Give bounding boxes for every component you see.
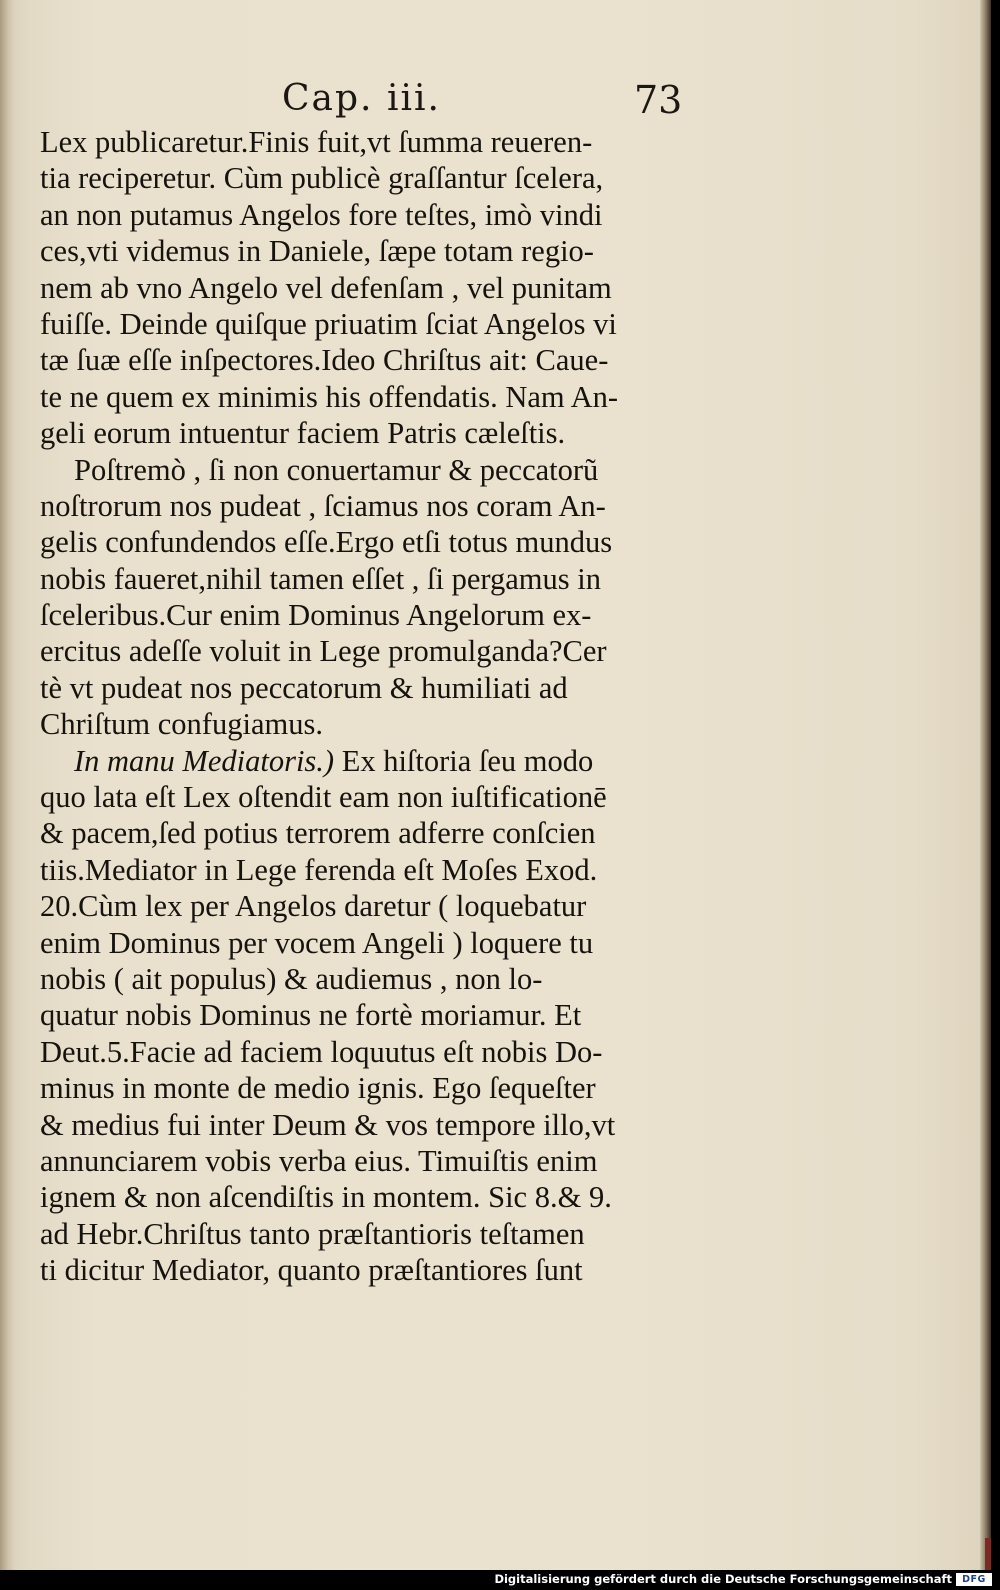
- text-line: quo lata eſt Lex oſtendit eam non iuſtificationē: [40, 780, 607, 815]
- text-line: geli eorum intuentur faciem Patris cæleſtis.: [40, 416, 566, 451]
- text-line: ti dicitur Mediator, quanto præſtantiores ſunt: [40, 1253, 583, 1288]
- footer-bar: [0, 1570, 1000, 1590]
- body-text: [40, 124, 680, 1289]
- text-line: ignem & non aſcendiſtis in montem. Sic 8.& 9.: [40, 1180, 612, 1215]
- text-line: & pacem,ſed potius terrorem adferre conſcien: [40, 816, 596, 851]
- text-line: quatur nobis Dominus ne fortè moriamur. Et: [40, 998, 582, 1033]
- running-head: [0, 78, 1000, 128]
- text-line: Poſtremò , ſi non conuertamur & peccatorũ: [74, 452, 599, 487]
- text-line: & medius fui inter Deum & vos tempore illo,vt: [40, 1107, 616, 1142]
- text-line: Chriſtum confugiamus.: [40, 707, 323, 742]
- line-text: Ex hiſtoria ſeu modo: [334, 743, 594, 778]
- text-line: gelis confundendos eſſe.Ergo etſi totus mundus: [40, 525, 613, 560]
- lemma-italic: In manu Mediatoris.): [74, 743, 335, 778]
- text-line: annunciarem vobis verba eius. Timuiſtis enim: [40, 1143, 598, 1178]
- cover-edge: [985, 1538, 991, 1570]
- book-spine: [980, 0, 991, 1570]
- text-line: noſtrorum nos pudeat , ſciamus nos coram An-: [40, 488, 606, 523]
- text-line: minus in monte de medio ignis. Ego ſequeſter: [40, 1071, 596, 1106]
- text-line: nobis faueret,nihil tamen eſſet , ſi pergamus in: [40, 561, 602, 596]
- text-line: Deut.5.Facie ad faciem loquutus eſt nobis Do-: [40, 1034, 603, 1069]
- text-line: ces,vti videmus in Daniele, ſæpe totam regio-: [40, 234, 594, 269]
- text-line: ſceleribus.Cur enim Dominus Angelorum ex-: [40, 598, 592, 633]
- page-edge-shadow: [0, 0, 14, 1570]
- text-line: nobis ( ait populus) & audiemus , non lo-: [40, 961, 543, 996]
- dfg-logo: DFG: [956, 1573, 992, 1586]
- text-line: tæ ſuæ eſſe inſpectores.Ideo Chriſtus ait: Caue-: [40, 343, 609, 378]
- funding-credit: Digitalisierung gefördert durch die Deutsche Forschungsgemeinschaft: [494, 1572, 952, 1586]
- text-line: ercitus adeſſe voluit in Lege promulganda?Cer: [40, 634, 607, 669]
- text-line: te ne quem ex minimis his offendatis. Nam An-: [40, 379, 618, 414]
- chapter-heading: Cap. iii.: [282, 78, 441, 119]
- text-line: tia reciperetur. Cùm publicè graſſantur ſcelera,: [40, 161, 604, 196]
- text-line: nem ab vno Angelo vel defenſam , vel punitam: [40, 270, 612, 305]
- text-line: tè vt pudeat nos peccatorum & humiliati ad: [40, 670, 568, 705]
- text-line: enim Dominus per vocem Angeli ) loquere tu: [40, 925, 594, 960]
- page-number: 73: [634, 78, 683, 122]
- text-line: 20.Cùm lex per Angelos daretur ( loquebatur: [40, 889, 587, 924]
- text-line: ad Hebr.Chriſtus tanto præſtantioris teſtamen: [40, 1216, 585, 1251]
- text-line: [40, 743, 680, 779]
- text-line: Lex publicaretur.Finis fuit,vt ſumma reueren-: [40, 125, 593, 159]
- text-line: fuiſſe. Deinde quiſque priuatim ſciat Angelos vi: [40, 306, 617, 341]
- text-line: tiis.Mediator in Lege ferenda eſt Moſes Exod.: [40, 852, 598, 887]
- text-line: an non putamus Angelos fore teſtes, imò vindi: [40, 197, 603, 232]
